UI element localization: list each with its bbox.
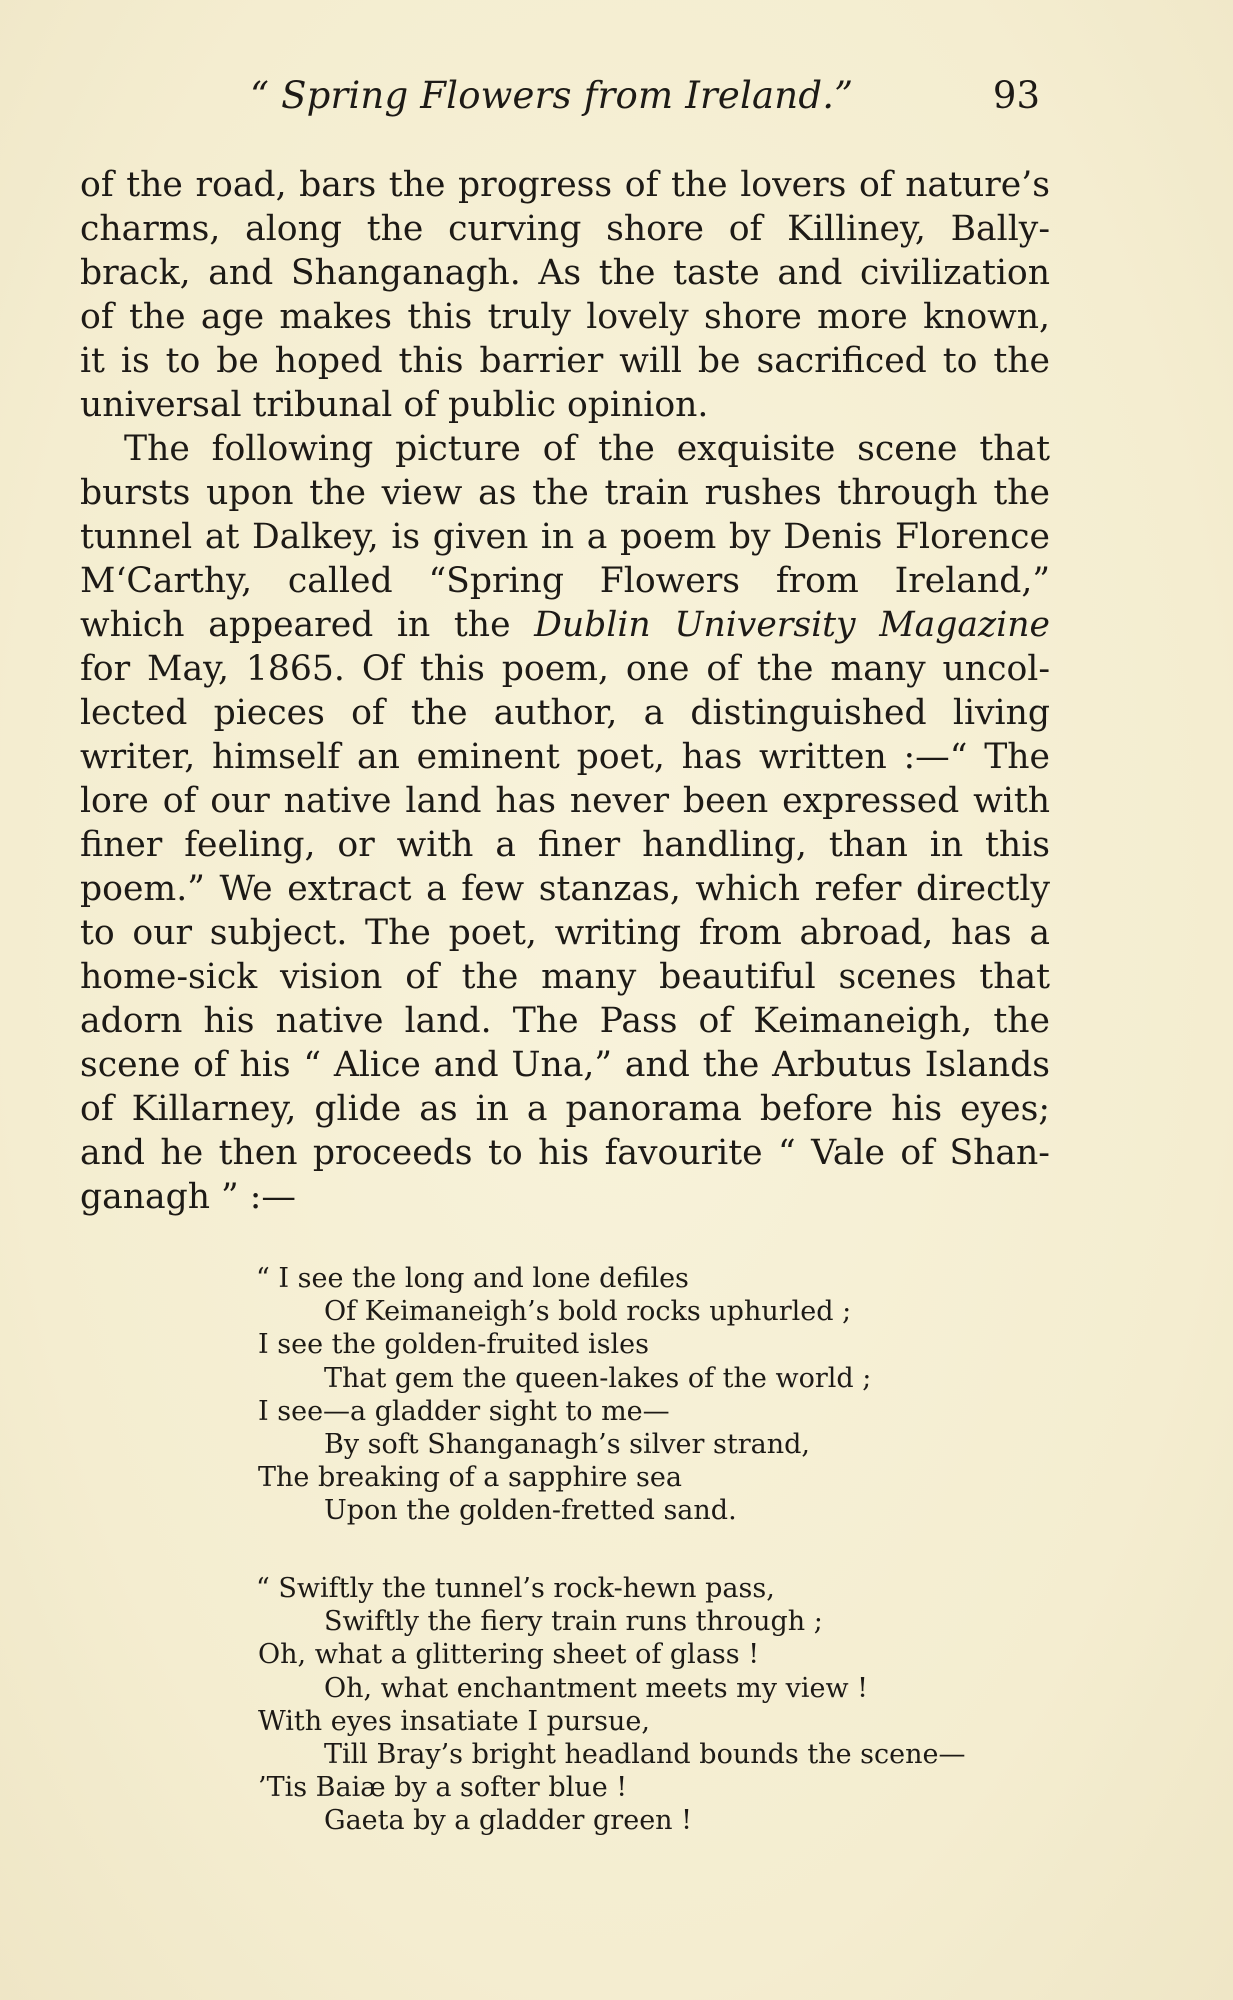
verse-line: Of Keimaneigh’s bold rocks uphurled ; [324, 1296, 852, 1328]
text-line: M‘Carthy, called “Spring Flowers from Ireland,” [80, 561, 1050, 601]
text-line: of the road, bars the progress of the lovers of nature’s [80, 165, 1050, 205]
text-line: scene of his “ Alice and Una,” and the Arbutus Islands [80, 1045, 1050, 1085]
text-line: poem.” We extract a few stanzas, which refer directly [80, 869, 1050, 909]
verse-line: I see the golden-fruited isles [258, 1329, 649, 1361]
magazine-title: Dublin University Magazine [534, 605, 1050, 645]
text-line: brack, and Shanganagh. As the taste and civilization [80, 253, 1050, 293]
text-line: it is to be hoped this barrier will be sacrificed to the [80, 341, 1050, 381]
paragraph-1 [80, 163, 1050, 427]
verse-line: That gem the queen-lakes of the world ; [324, 1362, 872, 1394]
verse-line: I see—a gladder sight to me— [258, 1395, 670, 1427]
verse-line: Till Bray’s bright headland bounds the scene— [324, 1738, 966, 1770]
text-line: ganagh ” :— [80, 1177, 296, 1217]
text-line: adorn his native land. The Pass of Keimaneigh, the [80, 1001, 1050, 1041]
poem-stanza-1 [0, 1262, 1233, 1528]
text-line: charms, along the curving shore of Killiney, Bally- [80, 209, 1050, 249]
text-line: lected pieces of the author, a distinguished living [80, 693, 1050, 733]
text-line: of the age makes this truly lovely shore more known, [80, 297, 1050, 337]
text-line: universal tribunal of public opinion. [80, 385, 709, 425]
text-line: home-sick vision of the many beautiful scenes that [80, 957, 1050, 997]
verse-line: Upon the golden-fretted sand. [324, 1495, 737, 1527]
text-line: bursts upon the view as the train rushes through the [80, 473, 1050, 513]
text-line: of Killarney, glide as in a panorama before his eyes; [80, 1089, 1050, 1129]
verse-line: “ I see the long and lone defiles [256, 1263, 689, 1294]
page-number: 93 [992, 74, 1040, 117]
verse-line: With eyes insatiate I pursue, [258, 1705, 650, 1737]
text-line: The following picture of the exquisite scene that [124, 429, 1050, 469]
verse-line: Oh, what a glittering sheet of glass ! [258, 1639, 760, 1671]
text-line-with-title [80, 603, 1050, 647]
text-line: to our subject. The poet, writing from abroad, has a [80, 913, 1050, 953]
body-text [80, 163, 1050, 1219]
text-line: finer feeling, or with a finer handling, than in this [80, 825, 1050, 865]
text-line: tunnel at Dalkey, is given in a poem by Denis Florence [80, 517, 1050, 557]
running-title: “ Spring Flowers from Ireland.” [250, 74, 854, 117]
verse-line: By soft Shanganagh’s silver strand, [324, 1428, 810, 1460]
text-line: writer, himself an eminent poet, has written :—“ The [80, 737, 1050, 777]
running-head [80, 74, 1050, 134]
verse-line: Oh, what enchantment meets my view ! [324, 1672, 869, 1704]
verse-line: “ Swiftly the tunnel’s rock-hewn pass, [256, 1573, 775, 1604]
text-line: for May, 1865. Of this poem, one of the many uncol- [80, 649, 1050, 689]
verse-line: Swiftly the fiery train runs through ; [324, 1606, 823, 1638]
text-line: and he then proceeds to his favourite “ Vale of Shan- [80, 1133, 1050, 1173]
text-line: lore of our native land has never been expressed with [80, 781, 1050, 821]
poem-stanza-2 [0, 1572, 1233, 1838]
text-fragment: which appeared in the [80, 605, 511, 645]
verse-line: ’Tis Baiæ by a softer blue ! [258, 1772, 628, 1804]
verse-line: Gaeta by a gladder green ! [324, 1805, 692, 1837]
verse-line: The breaking of a sapphire sea [258, 1462, 682, 1494]
paragraph-2 [80, 427, 1050, 1219]
